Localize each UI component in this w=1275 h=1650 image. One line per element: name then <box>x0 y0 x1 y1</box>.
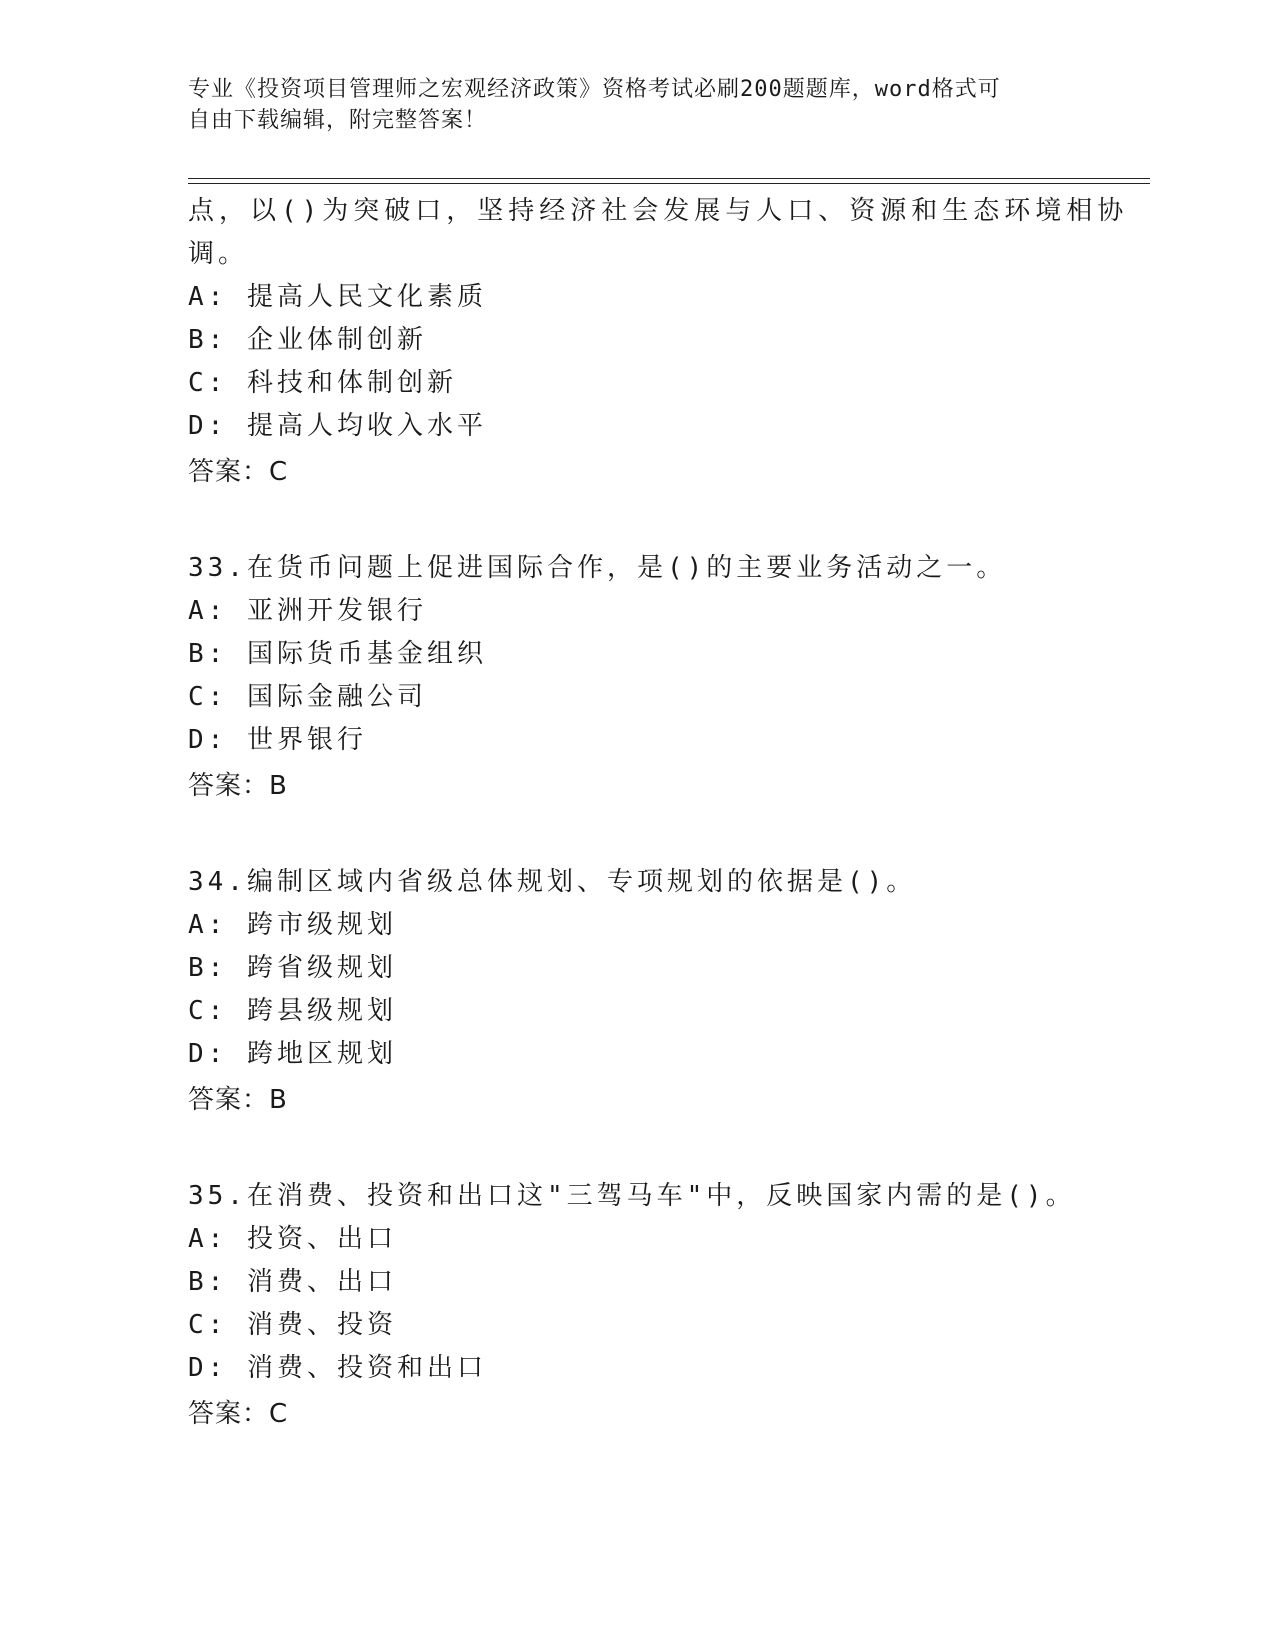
question-stem: 34.编制区域内省级总体规划、专项规划的依据是()。 <box>188 867 917 897</box>
question-list <box>188 190 1129 1438</box>
option-c: C: 跨县级规划 <box>188 996 397 1026</box>
question-33 <box>188 547 1088 810</box>
option-a: A: 提高人民文化素质 <box>188 282 487 312</box>
document-header <box>188 74 1068 136</box>
answer: 答案：C <box>188 1399 289 1429</box>
option-a: A: 跨市级规划 <box>188 910 397 940</box>
option-c: C: 消费、投资 <box>188 1310 397 1340</box>
option-c: C: 科技和体制创新 <box>188 368 457 398</box>
answer: 答案：B <box>188 771 288 801</box>
question-35 <box>188 1175 1088 1438</box>
option-d: D: 世界银行 <box>188 725 367 755</box>
option-d: D: 提高人均收入水平 <box>188 411 487 441</box>
option-a: A: 亚洲开发银行 <box>188 596 427 626</box>
question-stem: 35.在消费、投资和出口这"三驾马车"中，反映国家内需的是()。 <box>188 1181 1076 1211</box>
question-stem-continued: 调。 <box>188 239 249 269</box>
option-d: D: 跨地区规划 <box>188 1039 397 1069</box>
option-c: C: 国际金融公司 <box>188 682 427 712</box>
option-d: D: 消费、投资和出口 <box>188 1353 487 1383</box>
question-32 <box>188 190 1129 496</box>
header-line-1: 专业《投资项目管理师之宏观经济政策》资格考试必刷200题题库，word格式可 <box>188 77 1001 102</box>
option-a: A: 投资、出口 <box>188 1224 397 1254</box>
option-b: B: 消费、出口 <box>188 1267 397 1297</box>
header-line-2: 自由下载编辑，附完整答案！ <box>188 108 488 133</box>
question-34 <box>188 861 1088 1124</box>
header-divider-bottom <box>188 183 1150 184</box>
option-b: B: 国际货币基金组织 <box>188 639 487 669</box>
question-stem: 点，以()为突破口，坚持经济社会发展与人口、资源和生态环境相协 <box>188 196 1129 226</box>
option-b: B: 企业体制创新 <box>188 325 427 355</box>
header-divider-top <box>188 178 1150 179</box>
answer: 答案：C <box>188 457 289 487</box>
question-stem: 33.在货币问题上促进国际合作，是()的主要业务活动之一。 <box>188 553 1007 583</box>
answer: 答案：B <box>188 1085 288 1115</box>
option-b: B: 跨省级规划 <box>188 953 397 983</box>
